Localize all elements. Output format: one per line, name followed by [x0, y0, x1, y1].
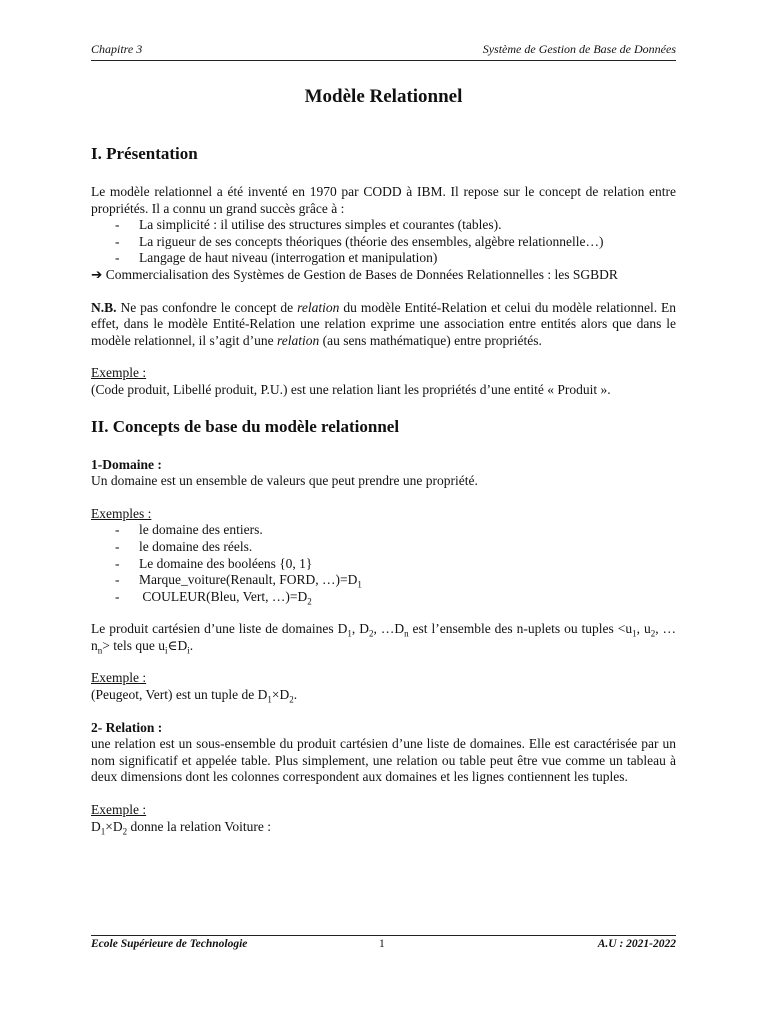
- page-footer: [91, 938, 676, 950]
- subscript: i: [187, 645, 190, 656]
- text: ×D: [105, 818, 123, 834]
- list-item: - La rigueur de ses concepts théoriques (théorie des ensembles, algèbre relationnelle…): [115, 234, 676, 251]
- example3-label: [91, 802, 676, 819]
- text: Le produit cartésien d’une liste de domaines D: [91, 621, 348, 637]
- examples-label-text: Exemples :: [91, 505, 152, 521]
- subscript: 2: [122, 826, 128, 837]
- subscript: 2: [307, 596, 312, 607]
- arrow-icon: ➔: [91, 266, 103, 282]
- subscript: 1: [632, 628, 637, 639]
- section-heading-presentation: I. Présentation: [91, 144, 198, 163]
- subscript: n: [97, 645, 103, 656]
- nb-label: N.B.: [91, 299, 117, 315]
- page-header: [91, 42, 676, 61]
- subscript: 2: [650, 628, 656, 639]
- relation-definition: une relation est un sous-ensemble du produit cartésien d’une liste de domaines. Elle est caractérisée par un nom significatif et appelée table. Plus simplement, une relation ou table peut être vue comme un tableau à deux dimensions dont les colonnes correspondent aux domaines et les lignes contiennent les tuples.: [91, 736, 676, 785]
- text: , …D: [373, 621, 405, 637]
- subsection-heading-domaine: 1-Domaine :: [91, 456, 162, 472]
- subscript: i: [164, 645, 168, 656]
- subscript: n: [404, 628, 409, 639]
- list-item: - Le domaine des booléens {0, 1}: [115, 556, 676, 573]
- header-course: Système de Gestion de Base de Données: [482, 42, 676, 56]
- subscript: 1: [100, 826, 106, 837]
- subscript: 1: [267, 694, 272, 705]
- footer-rule: [91, 935, 676, 936]
- marque-text: Marque_voiture(Renault, FORD, …)=D: [139, 572, 358, 588]
- text: donne la relation Voiture :: [127, 818, 271, 834]
- text: > tels que u: [102, 637, 165, 653]
- example-label-text: Exemple :: [91, 365, 147, 381]
- section-heading-concepts: II. Concepts de base du modèle relationnel: [91, 416, 400, 436]
- domain-examples-list: [91, 522, 676, 605]
- page-number: 1: [379, 938, 385, 950]
- text: .: [293, 687, 298, 703]
- nb-text: du modèle Entité-Relation et celui du modèle relationnel. En effet, dans le modèle Entité-Relation une relation exprime une association entre entités alors que dans le modèle relationnel, il s’agit d’une: [91, 299, 677, 348]
- page-content: [91, 86, 676, 835]
- subscript: 1: [347, 628, 352, 639]
- example2-label: [91, 670, 676, 687]
- text: ×D: [271, 687, 290, 703]
- list-item: [115, 589, 676, 606]
- domaine-definition: Un domaine est un ensemble de valeurs que peut prendre une propriété.: [91, 473, 478, 489]
- text: , D: [351, 621, 369, 637]
- nb-text: Ne pas confondre le concept de: [120, 299, 294, 315]
- nb-text: (au sens mathématique) entre propriétés.: [322, 332, 542, 348]
- list-item: [115, 572, 676, 589]
- footer-year: A.U : 2021-2022: [597, 938, 676, 950]
- subscript: 1: [357, 579, 362, 590]
- intro-paragraph: Le modèle relationnel a été inventé en 1970 par CODD à IBM. Il repose sur le concept de relation entre propriétés. Il a connu un grand succès grâce à :: [91, 184, 676, 216]
- conclusion-paragraph: [91, 267, 676, 284]
- list-item: - La simplicité : il utilise des structures simples et courantes (tables).: [115, 217, 676, 234]
- example-text: (Code produit, Libellé produit, P.U.) est une relation liant les propriétés d’une entité « Produit ».: [91, 381, 611, 397]
- couleur-text: COULEUR(Bleu, Vert, …)=D: [142, 588, 308, 604]
- text: .: [189, 637, 194, 653]
- footer-school: Ecole Supérieure de Technologie: [91, 938, 248, 950]
- text: (Peugeot, Vert) est un tuple de D: [91, 687, 268, 703]
- subsection-heading-relation: 2- Relation :: [91, 719, 163, 735]
- nb-paragraph: [91, 300, 676, 350]
- nb-emphasis: relation: [297, 299, 340, 315]
- example-label-text: Exemple :: [91, 670, 147, 686]
- list-item: - Langage de haut niveau (interrogation et manipulation): [115, 250, 676, 267]
- list-item: - le domaine des réels.: [115, 539, 676, 556]
- text: est l’ensemble des n-uplets ou tuples <u: [408, 621, 633, 637]
- advantages-list: [91, 217, 676, 267]
- header-chapter: Chapitre 3: [91, 42, 143, 56]
- text: D: [91, 818, 101, 834]
- list-item: - le domaine des entiers.: [115, 522, 676, 539]
- nb-emphasis: relation: [276, 332, 320, 348]
- examples-label: [91, 506, 676, 523]
- text: , …n: [91, 621, 677, 653]
- subscript: 2: [368, 628, 374, 639]
- text: , u: [636, 621, 651, 637]
- subscript: 2: [289, 694, 294, 705]
- example2-text: [91, 687, 676, 704]
- example-label: [91, 365, 676, 382]
- text: ∈D: [167, 637, 188, 653]
- document-title: Modèle Relationnel: [304, 86, 463, 107]
- cartesian-product-paragraph: [91, 621, 676, 654]
- example3-text: [91, 819, 676, 836]
- conclusion-text: Commercialisation des Systèmes de Gestion de Bases de Données Relationnelles : les SGBDR: [105, 266, 618, 282]
- example-label-text: Exemple :: [91, 802, 147, 818]
